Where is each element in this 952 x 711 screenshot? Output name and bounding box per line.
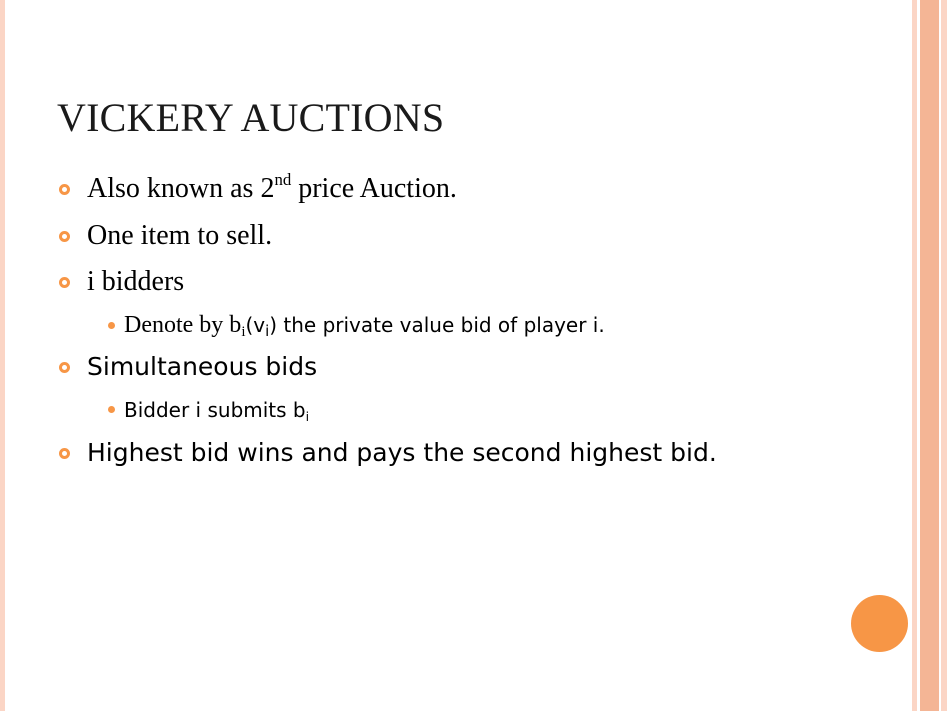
sub-bullet-item (124, 396, 309, 424)
right-border-stripe-inner (941, 0, 947, 711)
sub-bullet-item (124, 310, 605, 340)
bullet-text: Simultaneous bids (87, 352, 318, 381)
bullet-text: Also known as 2 (87, 173, 275, 204)
left-border-stripe (0, 0, 5, 711)
bullet-marker (59, 277, 70, 288)
sub-bullet-text: Denote by b (124, 312, 242, 338)
sub-bullet-text-continued: (v (245, 313, 266, 337)
orange-circle-decoration (851, 595, 908, 652)
sub-bullet-text-end: ) the private value bid of player i. (269, 313, 605, 337)
right-border-stripe-outer (912, 0, 917, 711)
subscript: i (305, 409, 310, 424)
bullet-marker (59, 362, 70, 373)
bullet-marker (59, 231, 70, 242)
bullet-item (87, 219, 272, 253)
bullet-marker (59, 184, 70, 195)
bullet-item (87, 437, 717, 469)
bullet-item (87, 172, 457, 206)
bullet-text: i bidders (87, 266, 185, 297)
sub-bullet-marker (108, 322, 115, 329)
slide-title: VICKERY AUCTIONS (57, 95, 445, 140)
subscript: i (265, 322, 270, 340)
bullet-text-continued: price Auction. (291, 173, 457, 204)
bullet-marker (59, 448, 70, 459)
bullet-text: Highest bid wins and pays the second highest bid. (87, 438, 717, 467)
bullet-superscript: nd (274, 170, 292, 189)
sub-bullet-marker (108, 406, 115, 413)
subscript: i (241, 324, 246, 340)
sub-bullet-text: Bidder i submits b (124, 398, 306, 422)
bullet-item (87, 265, 184, 299)
bullet-item (87, 351, 317, 383)
bullet-text: One item to sell. (87, 220, 273, 251)
right-border-stripe-middle (920, 0, 939, 711)
